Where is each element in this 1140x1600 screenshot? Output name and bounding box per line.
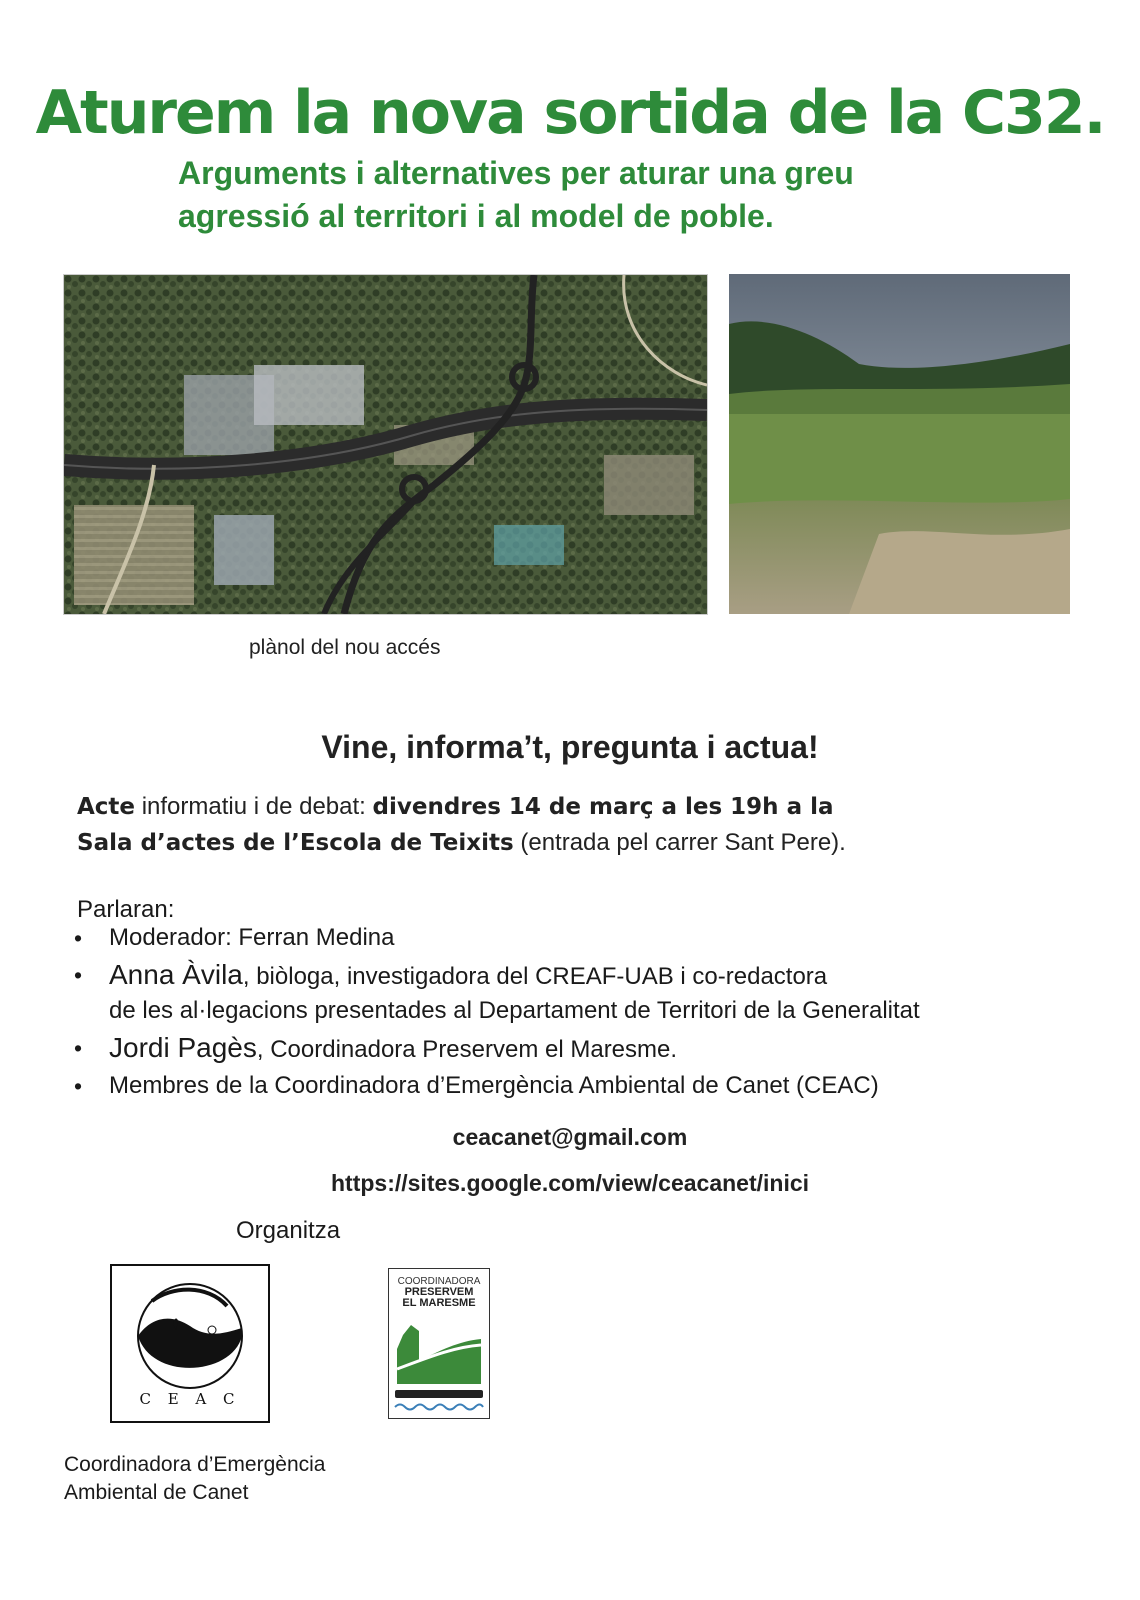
ceac-logo (110, 1264, 270, 1423)
aerial-map-caption: plànol del nou accés (249, 636, 441, 659)
organizer-name-line-2: Ambiental de Canet (64, 1481, 249, 1504)
speaker-ceac-members: Membres de la Coordinadora d’Emergència Ambiental de Canet (CEAC) (109, 1072, 879, 1099)
subtitle-line-2: agressió al territori i al model de poble. (178, 198, 774, 234)
event-details-line-1: Acte informatiu i de debat: divendres 14 de març a les 19h a la (77, 793, 834, 820)
svg-text:C E A C: C E A C (139, 1390, 241, 1408)
bullet: • (74, 1035, 83, 1061)
svg-text:COORDINADORA: COORDINADORA (397, 1276, 481, 1287)
contact-url[interactable]: https://sites.google.com/view/ceacanet/inici (330, 1170, 810, 1196)
poster-title: Aturem la nova sortida de la C32. (35, 78, 1105, 148)
aerial-map-image (63, 274, 708, 615)
speakers-heading: Parlaran: (77, 896, 175, 923)
call-to-action: Vine, informa’t, pregunta i actua! (321, 729, 819, 765)
bullet: • (74, 962, 83, 988)
speaker-jordi-pages: Jordi Pagès, Coordinadora Preservem el Maresme. (109, 1032, 678, 1063)
organizer-name-line-1: Coordinadora d’Emergència (64, 1453, 326, 1476)
bullet: • (74, 1073, 83, 1099)
landscape-photo (729, 274, 1070, 614)
bullet: • (74, 925, 83, 951)
event-details-line-2: Sala d’actes de l’Escola de Teixits (entrada pel carrer Sant Pere). (77, 829, 846, 856)
organizers-label: Organitza (236, 1217, 341, 1244)
contact-email[interactable]: ceacanet@gmail.com (452, 1124, 688, 1150)
speaker-anna-avila: Anna Àvila, biòloga, investigadora del CREAF-UAB i co-redactora (109, 959, 828, 990)
speaker-anna-avila-continuation: de les al·legacions presentades al Departament de Territori de la Generalitat (109, 997, 920, 1024)
speaker-moderator: Moderador: Ferran Medina (109, 924, 395, 951)
svg-text:EL MARESME: EL MARESME (402, 1297, 476, 1309)
subtitle-line-1: Arguments i alternatives per aturar una greu (178, 155, 854, 191)
preservem-el-maresme-logo (388, 1268, 490, 1419)
svg-text:PRESERVEM: PRESERVEM (404, 1286, 474, 1298)
